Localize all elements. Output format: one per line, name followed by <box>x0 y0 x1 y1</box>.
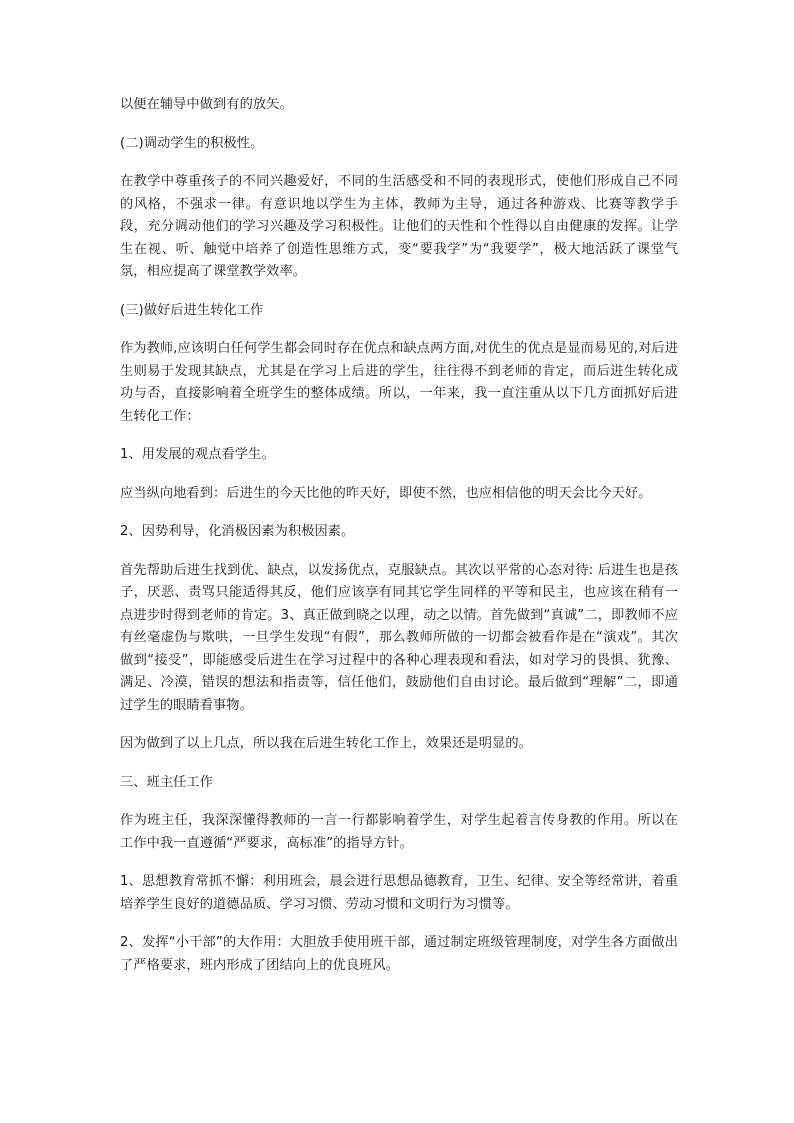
document-page <box>120 94 678 977</box>
paragraph-cadres: 2、发挥“小干部”的大作用：大胆放手使用班干部，通过制定班级管理制度，对学生各方面做出了严格要求，班内形成了团结向上的优良班风。 <box>120 935 678 973</box>
section-heading-two: (二)调动学生的积极性。 <box>120 135 264 151</box>
paragraph-continuation: 以便在辅导中做到有的放矢。 <box>120 97 293 112</box>
paragraph-motivation: 在教学中尊重孩子的不同兴趣爱好，不同的生活感受和不同的表现形式，使他们形成自己不同的风格，不强求一律。有意识地以学生为主体，教师为主导，通过各种游戏、比赛等教学手段，充分调动他们的学习兴趣及学习积极性。让他们的天性和个性得以自由健康的发挥。让学生在视、听、触觉中培养了创造性思维方式，变“要我学”为“我要学”，极大地活跃了课堂气氛，相应提高了课堂教学效率。 <box>120 174 678 279</box>
paragraph-point-one: 应当纵向地看到：后进生的今天比他的昨天好，即使不然，也应相信他的明天会比今天好。 <box>120 485 652 501</box>
paragraph-point-two: 首先帮助后进生找到优、缺点，以发扬优点，克服缺点。其次以平常的心态对待: 后进生也是孩子，厌恶、责骂只能适得其反，他们应该享有同其它学生同样的平等和民主，也应该在稍有一点进步时得到老师的肯定。3、真正做到晓之以理，动之以情。首先做到“真诚”二，即教师不应有丝毫虚伪与欺哄，一旦学生发现“有假”，那么教师所做的一切都会被看作是在“演戏”。其次做到“接受”，即能感受后进生在学习过程中的各种心理表现和看法，如对学习的畏惧、犹豫、满足、冷漠，错误的想法和指责等，信任他们，鼓励他们自由讨论。最后做到“理解”二，即通过学生的眼睛看事物。 <box>120 562 678 713</box>
paragraph-underachievers: 作为教师,应该明白任何学生都会同时存在优点和缺点两方面,对优生的优点是显而易见的,对后进生则易于发现其缺点，尤其是在学习上后进的学生，往往得不到老师的肯定，而后进生转化成功与否，直接影响着全班学生的整体成绩。所以，一年来，我一直注重从以下几方面抓好后进生转化工作： <box>120 341 678 424</box>
section-heading-class-teacher: 三、班主任工作 <box>120 774 214 790</box>
paragraph-result: 因为做到了以上几点，所以我在后进生转化工作上，效果还是明显的。 <box>120 736 532 751</box>
paragraph-ideology: 1、思想教育常抓不懈：利用班会，晨会进行思想品德教育，卫生、纪律、安全等经常讲，着重培养学生良好的道德品质、学习习惯、劳动习惯和文明行为习惯等。 <box>120 874 678 912</box>
paragraph-class-teacher: 作为班主任，我深深懂得教师的一言一行都影响着学生，对学生起着言传身教的作用。所以在工作中我一直遵循“严要求，高标准”的指导方针。 <box>120 813 678 851</box>
point-two-heading: 2、因势利导，化消极因素为积极因素。 <box>120 524 355 539</box>
section-heading-three: (三)做好后进生转化工作 <box>120 302 264 318</box>
point-one-heading: 1、用发展的观点看学生。 <box>120 447 275 462</box>
